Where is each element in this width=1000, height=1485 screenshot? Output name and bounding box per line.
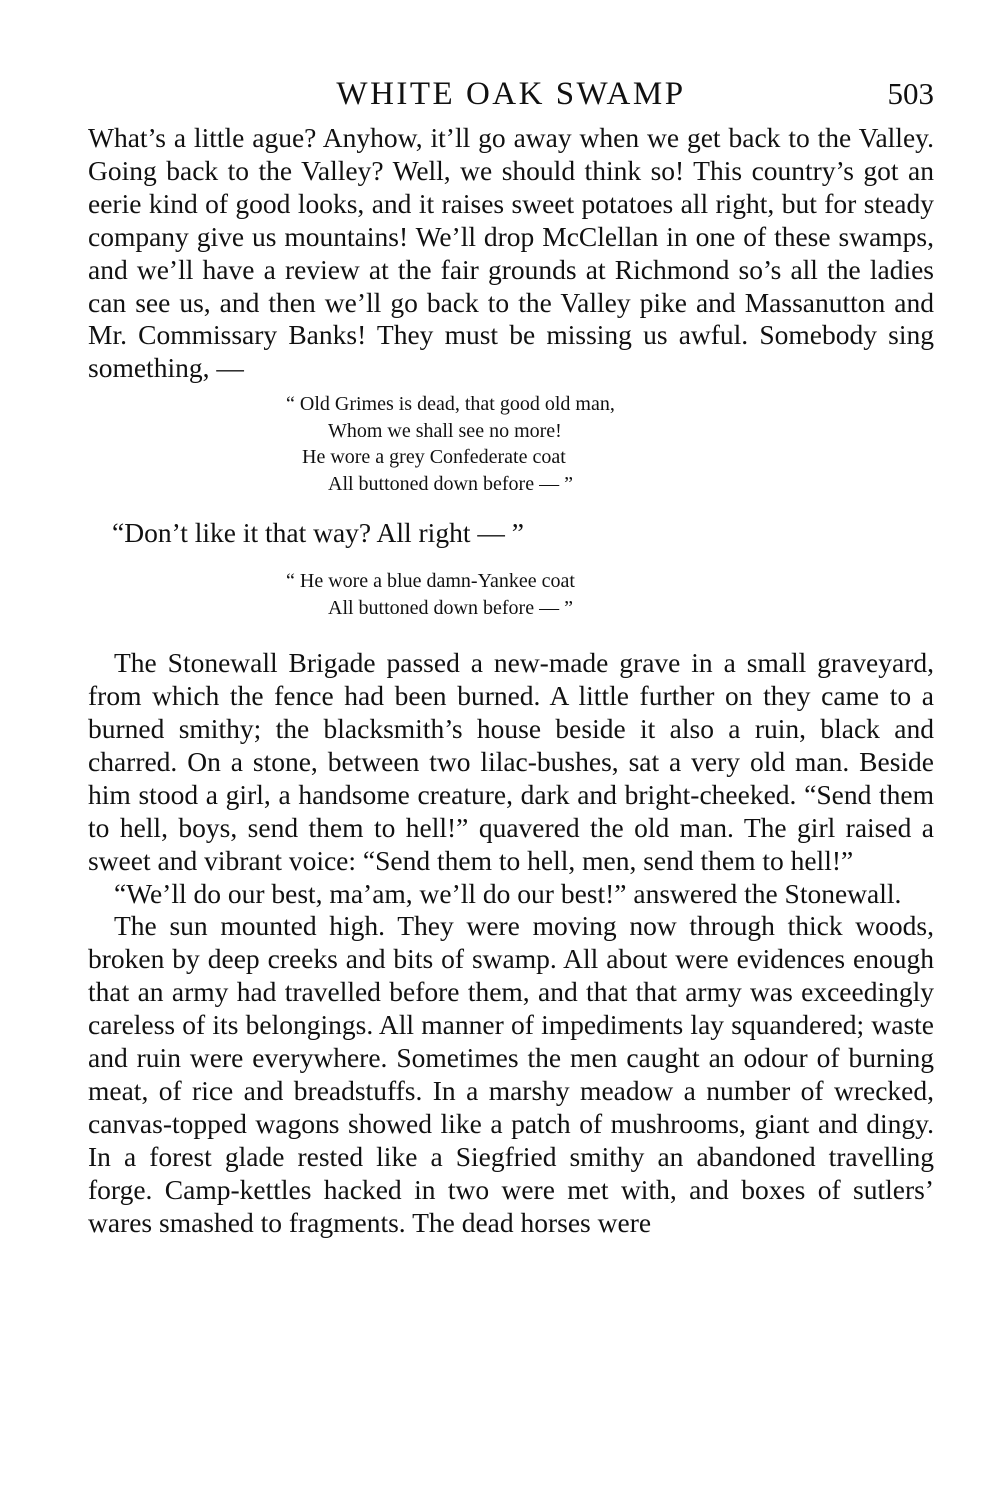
page-number: 503 bbox=[887, 76, 934, 111]
verse-stanza-2 bbox=[286, 568, 934, 621]
verse-line: “ Old Grimes is dead, that good old man, bbox=[286, 393, 615, 416]
verse-stanza-1 bbox=[286, 391, 934, 497]
book-page bbox=[88, 72, 934, 1239]
spoken-line: “Don’t like it that way? All right — ” bbox=[112, 517, 524, 549]
paragraph-3: “We’ll do our best, ma’am, we’ll do our best!” answered the Stonewall. bbox=[114, 877, 902, 909]
verse-line: “ He wore a blue damn-Yankee coat bbox=[286, 570, 575, 593]
verse-line: All buttoned down before — ” bbox=[328, 596, 573, 619]
running-head: WHITE OAK SWAMP bbox=[336, 76, 686, 112]
verse-line: All buttoned down before — ” bbox=[328, 472, 573, 495]
page-header bbox=[88, 72, 934, 122]
paragraph-1: What’s a little ague? Anyhow, it’ll go away when we get back to the Valley. Going back to the Valley? Well, we should think so! This country’s got an eerie kind of good looks, and it raises sweet potatoes all right, but for steady company give us mountains! We’ll drop McClellan in one of these swamps, and we’ll have a review at the fair grounds at Richmond so’s all the ladies can see us, and then we’ll go back to the Valley pike and Massanutton and Mr. Commissary Banks! They must be missing us awful. Somebody sing something, — bbox=[88, 122, 934, 384]
paragraph-2: The Stonewall Brigade passed a new-made grave in a small graveyard, from which the fence had been burned. A little further on they came to a burned smithy; the blacksmith’s house beside it also a ruin, black and charred. On a stone, between two lilac-bushes, sat a very old man. Beside him stood a girl, a handsome creature, dark and bright-cheeked. “Send them to hell, boys, send them to hell!” quavered the old man. The girl raised a sweet and vibrant voice: “Send them to hell, men, send them to hell!” bbox=[88, 647, 934, 876]
verse-line: Whom we shall see no more! bbox=[328, 419, 562, 442]
paragraph-4: The sun mounted high. They were moving now through thick woods, broken by deep creeks and bits of swamp. All about were evidences enough that an army had travelled before them, and that that army was exceedingly careless of its belongings. All manner of impediments lay squandered; waste and ruin were everywhere. Sometimes the men caught an odour of burning meat, of rice and breadstuffs. In a marshy meadow a number of wrecked, canvas-topped wagons showed like a patch of mushrooms, giant and dingy. In a forest glade rested like a Siegfried smithy an abandoned travelling forge. Camp-kettles hacked in two were met with, and boxes of sutlers’ wares smashed to fragments. The dead horses were bbox=[88, 910, 934, 1238]
verse-line: He wore a grey Confederate coat bbox=[302, 446, 566, 469]
